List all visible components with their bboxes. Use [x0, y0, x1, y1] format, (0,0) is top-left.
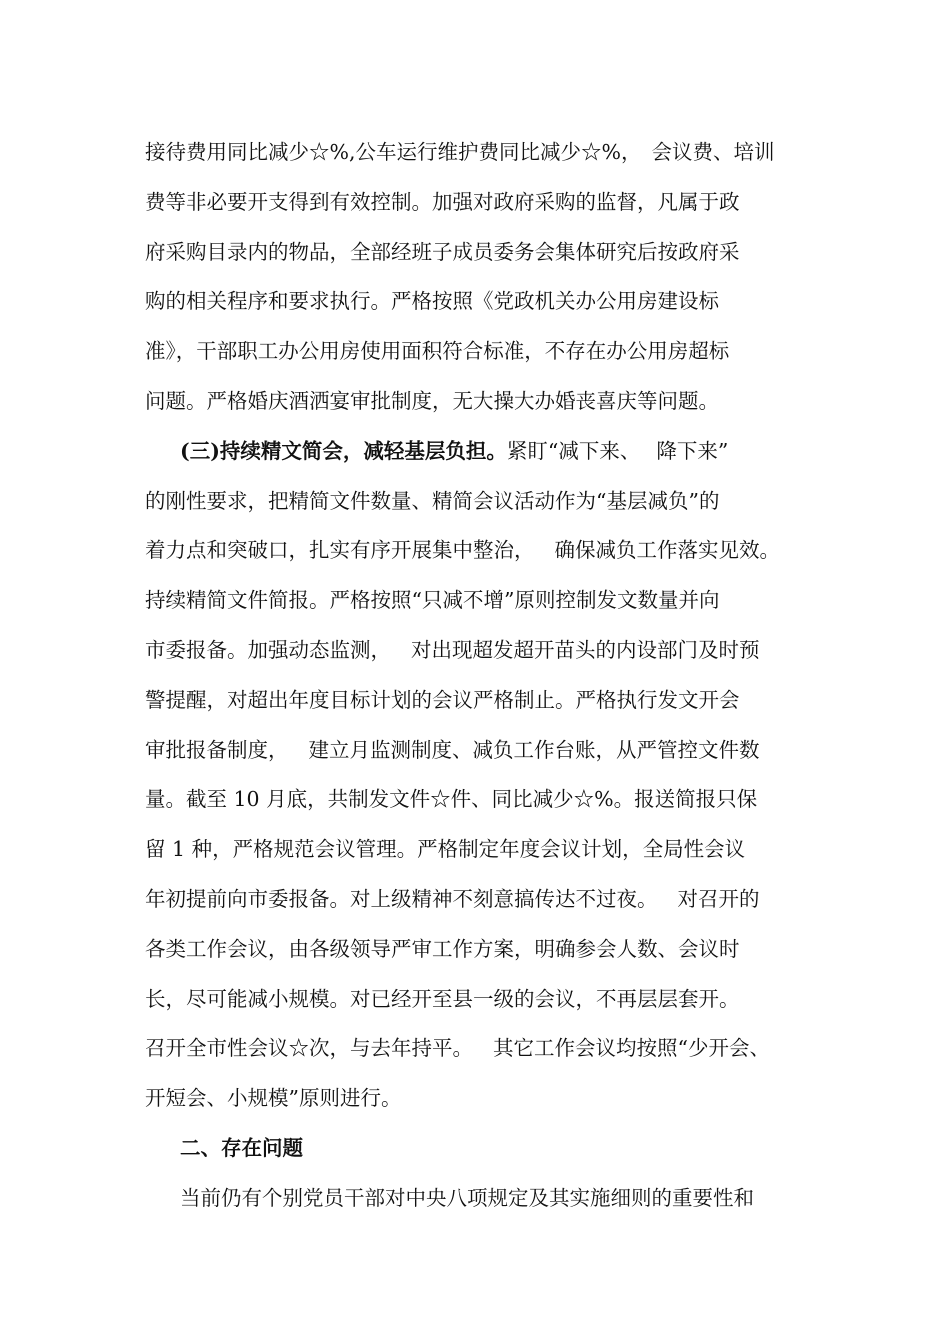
text-line: 开短会、小规模”原则进行。 — [145, 1086, 402, 1111]
text-line: 警提醒，对超出年度目标计划的会议严格制止。严格执行发文开会 — [145, 687, 740, 712]
text-line: 量。截至 10 月底，共制发文件☆件、同比减少☆%。报送简报只保 — [145, 787, 758, 812]
text-line: 审批报备制度， 建立月监测制度、减负工作台账，从严管控文件数 — [145, 737, 760, 762]
text-line: 接待费用同比减少☆%,公车运行维护费同比减少☆%， 会议费、培训 — [145, 140, 775, 164]
text-line: 各类工作会议，由各级领导严审工作方案，明确参会人数、会议时 — [145, 936, 740, 961]
text-line: 府采购目录内的物品，全部经班子成员委务会集体研究后按政府采 — [145, 239, 740, 264]
text-line: 准》，干部职工办公用房使用面积符合标准，不存在办公用房超标 — [145, 339, 730, 364]
text-line: 着力点和突破口，扎实有序开展集中整治， 确保减负工作落实见效。 — [145, 538, 780, 563]
text-line: 召开全市性会议☆次，与去年持平。 其它工作会议均按照“少开会、 — [145, 1036, 770, 1061]
text-line: 留 1 种，严格规范会议管理。严格制定年度会议计划，全局性会议 — [145, 837, 746, 862]
document-body — [145, 128, 810, 1224]
section-heading-line: (三)持续精文简会，减轻基层负担。紧盯“减下来、 降下来” — [180, 438, 729, 463]
text-line: 费等非必要开支得到有效控制。加强对政府采购的监督，凡属于政 — [145, 189, 740, 214]
section-heading-two: 二、存在问题 — [180, 1135, 303, 1160]
text-line: 市委报备。加强动态监测， 对出现超发超开苗头的内设部门及时预 — [145, 637, 760, 662]
text-line: 当前仍有个别党员干部对中央八项规定及其实施细则的重要性和 — [180, 1185, 754, 1210]
section-heading-three: (三)持续精文简会，减轻基层负担。 — [180, 438, 507, 463]
text-line: 年初提前向市委报备。对上级精神不刻意搞传达不过夜。 对召开的 — [145, 886, 760, 911]
text-line: 的刚性要求，把精简文件数量、精简会议活动作为“基层减负”的 — [145, 488, 720, 513]
text-line: 长，尽可能减小规模。对已经开至县一级的会议，不再层层套开。 — [145, 986, 740, 1011]
text-line: 问题。严格婚庆酒洒宴审批制度，无大操大办婚丧喜庆等问题。 — [145, 388, 719, 413]
text-line: 持续精简文件简报。严格按照“只减不增”原则控制发文数量并向 — [145, 588, 720, 613]
text-line: 购的相关程序和要求执行。严格按照《党政机关办公用房建设标 — [145, 289, 719, 314]
